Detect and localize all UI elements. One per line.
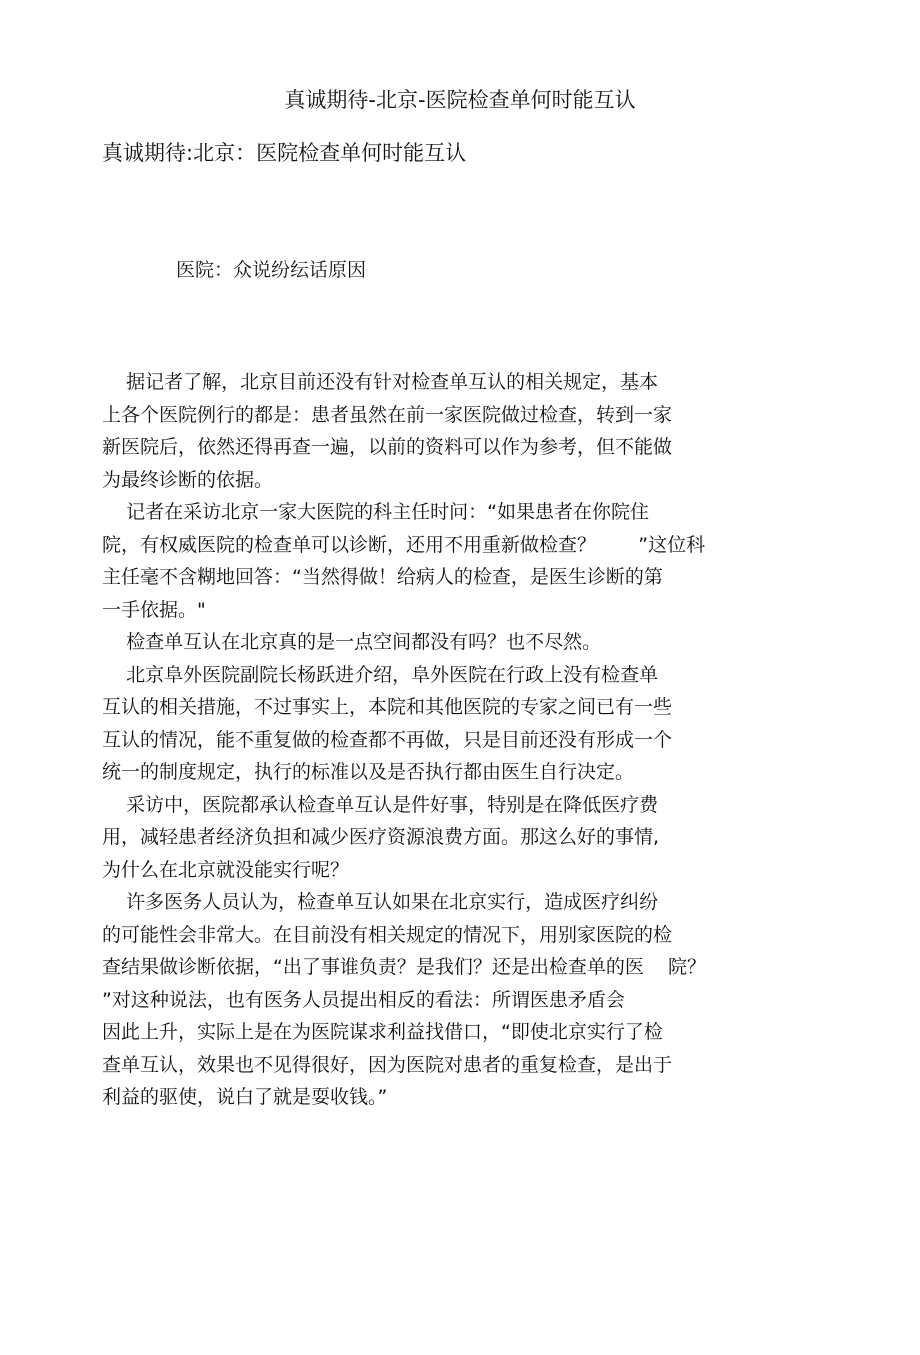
- text-line: ”对这种说法，也有医务人员提出相反的看法：所谓医患矛盾会: [102, 988, 625, 1011]
- text-line: 互认的情况，能不重复做的检查都不再做，只是目前还没有形成一个: [102, 728, 673, 751]
- text-line: 用，减轻患者经济负担和减少医疗资源浪费方面。那这么好的事情,: [102, 826, 660, 848]
- text-line: 记者在采访北京一家大医院的科主任时问：“如果患者在你院住: [102, 501, 650, 523]
- text-line: 据记者了解，北京目前还没有针对检查单互认的相关规定，基本: [102, 371, 659, 393]
- text-line: 为什么在北京就没能实行呢？: [102, 858, 350, 881]
- text-line: 上各个医院例行的都是：患者虽然在前一家医院做过检查，转到一家: [102, 403, 673, 426]
- text-line: 统一的制度规定，执行的标准以及是否执行都由医生自行决定。: [102, 761, 635, 783]
- text-line: 查结果做诊断依据，“出了事谁负责？是我们？还是出检查单的医 院？: [102, 956, 707, 978]
- document-title: 真诚期待-北京-医院检查单何时能互认: [284, 88, 636, 112]
- text-line: 因此上升，实际上是在为医院谋求利益找借口，“即使北京实行了检: [102, 1021, 663, 1043]
- text-line: 院，有权威医院的检查单可以诊断，还用不用重新做检查？ ”这位科: [102, 533, 706, 556]
- text-line: 的可能性会非常大。在目前没有相关规定的情况下，用别家医院的检: [102, 923, 673, 946]
- text-line: 利益的驱使，说白了就是耍收钱。”: [102, 1086, 388, 1108]
- text-line: 一手依据。": [102, 598, 206, 621]
- article-body: [102, 366, 822, 1114]
- text-line: 互认的相关措施，不过事实上，本院和其他医院的专家之间已有一些: [102, 696, 673, 718]
- text-line: 采访中，医院都承认检查单互认是件好事，特别是在降低医疗费: [102, 793, 659, 816]
- text-line: 新医院后，依然还得再查一遍，以前的资料可以作为参考，但不能做: [102, 436, 673, 458]
- text-line: 许多医务人员认为，检查单互认如果在北京实行，造成医疗纠纷: [102, 891, 659, 913]
- text-line: 检查单互认在北京真的是一点空间都没有吗？也不尽然。: [102, 631, 602, 653]
- text-line: 北京阜外医院副院长杨跃进介绍，阜外医院在行政上没有检查单: [102, 663, 659, 686]
- document-subtitle: 真诚期待:北京：医院检查单何时能互认: [102, 141, 467, 165]
- section-heading: 医院：众说纷纭话原因: [176, 259, 367, 281]
- text-line: 主任毫不含糊地回答：“当然得做！给病人的检查，是医生诊断的第: [102, 566, 663, 588]
- text-line: 查单互认，效果也不见得很好，因为医院对患者的重复检查，是出于: [102, 1053, 673, 1076]
- text-line: 为最终诊断的依据。: [102, 468, 274, 491]
